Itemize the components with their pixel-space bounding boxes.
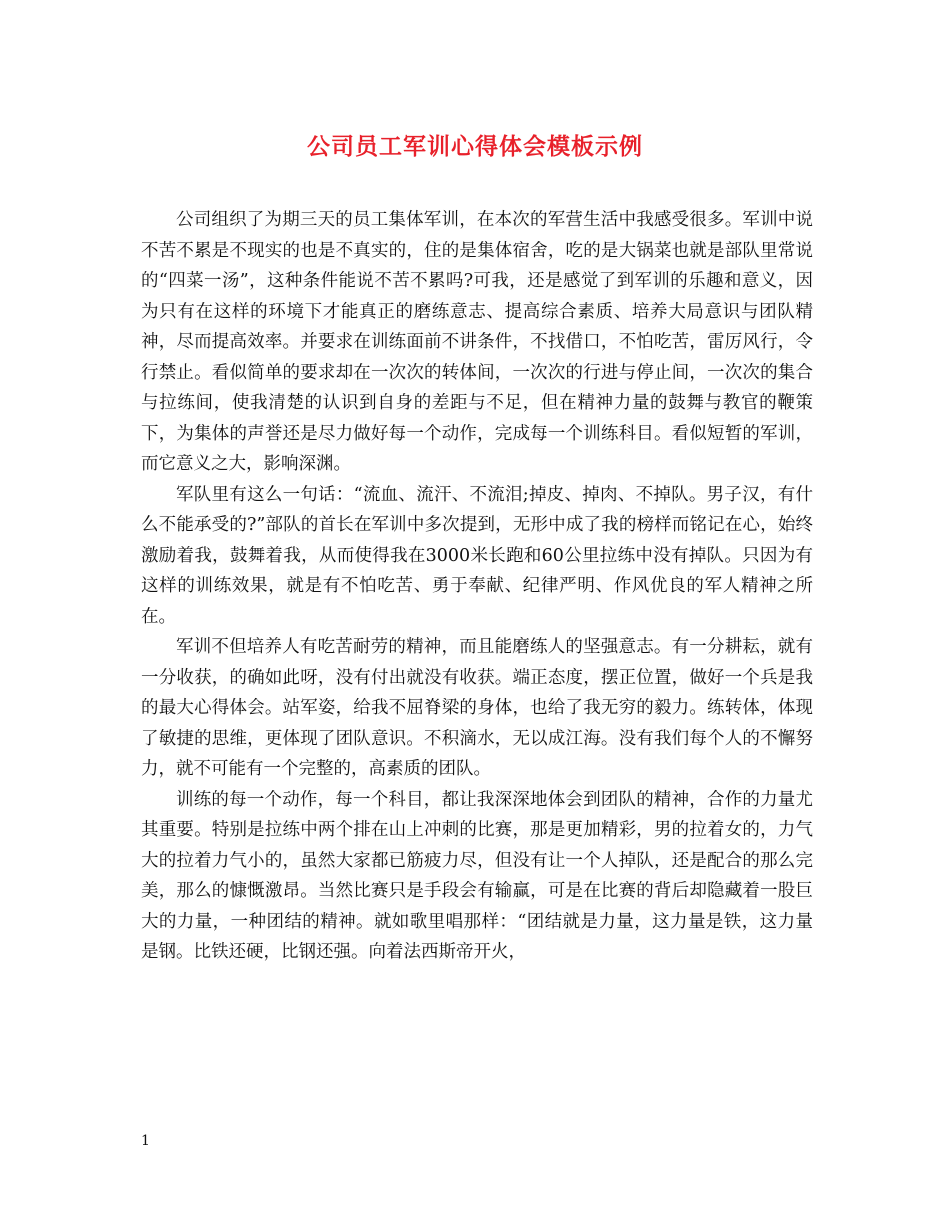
- paragraph-4: 训练的每一个动作，每一个科目，都让我深深地体会到团队的精神，合作的力量尤其重要。特别是拉练中两个排在山上冲刺的比赛，那是更加精彩，男的拉着女的，力气大的拉着力气小的，虽然大家都已筋疲力尽，但没有让一个人掉队，还是配合的那么完美，那么的慷慨激昂。当然比赛只是手段会有输赢，可是在比赛的背后却隐藏着一股巨大的力量，一种团结的精神。就如歌里唱那样：“团结就是力量，这力量是铁，这力量是钢。比铁还硬，比钢还强。向着法西斯帝开火，: [141, 789, 813, 962]
- page-number: 1: [141, 1133, 150, 1149]
- document-title: 公司员工军训心得体会模板示例: [307, 133, 643, 160]
- paragraph-3: 军训不但培养人有吃苦耐劳的精神，而且能磨练人的坚强意志。有一分耕耘，就有一分收获，的确如此呀，没有付出就没有收获。端正态度，摆正位置，做好一个兵是我的最大心得体会。站军姿，给我不屈脊梁的身体，也给了我无穷的毅力。练转体，体现了敏捷的思维，更体现了团队意识。不积滴水，无以成江海。没有我们每个人的不懈努力，就不可能有一个完整的，高素质的团队。: [141, 637, 813, 779]
- paragraph-2: 军队里有这么一句话：“流血、流汗、不流泪;掉皮、掉肉、不掉队。男子汉，有什么不能承受的?”部队的首长在军训中多次提到，无形中成了我的榜样而铭记在心，始终激励着我，鼓舞着我，从而使得我在3000米长跑和60公里拉练中没有掉队。只因为有这样的训练效果，就是有不怕吃苦、勇于奉献、纪律严明、作风优良的军人精神之所在。: [141, 484, 813, 627]
- paragraph-1: 公司组织了为期三天的员工集体军训，在本次的军营生活中我感受很多。军训中说不苦不累是不现实的也是不真实的，住的是集体宿舍，吃的是大锅菜也就是部队里常说的“四菜一汤”，这种条件能说不苦不累吗?可我，还是感觉了到军训的乐趣和意义，因为只有在这样的环境下才能真正的磨练意志、提高综合素质、培养大局意识与团队精神，尽而提高效率。并要求在训练面前不讲条件，不找借口，不怕吃苦，雷厉风行，令行禁止。看似简单的要求却在一次次的转体间，一次次的行进与停止间，一次次的集合与拉练间，使我清楚的认识到自身的差距与不足，但在精神力量的鼓舞与教官的鞭策下，为集体的声誉还是尽力做好每一个动作，完成每一个训练科目。看似短暂的军训，而它意义之大，影响深渊。: [141, 210, 813, 474]
- document-body: [141, 205, 813, 968]
